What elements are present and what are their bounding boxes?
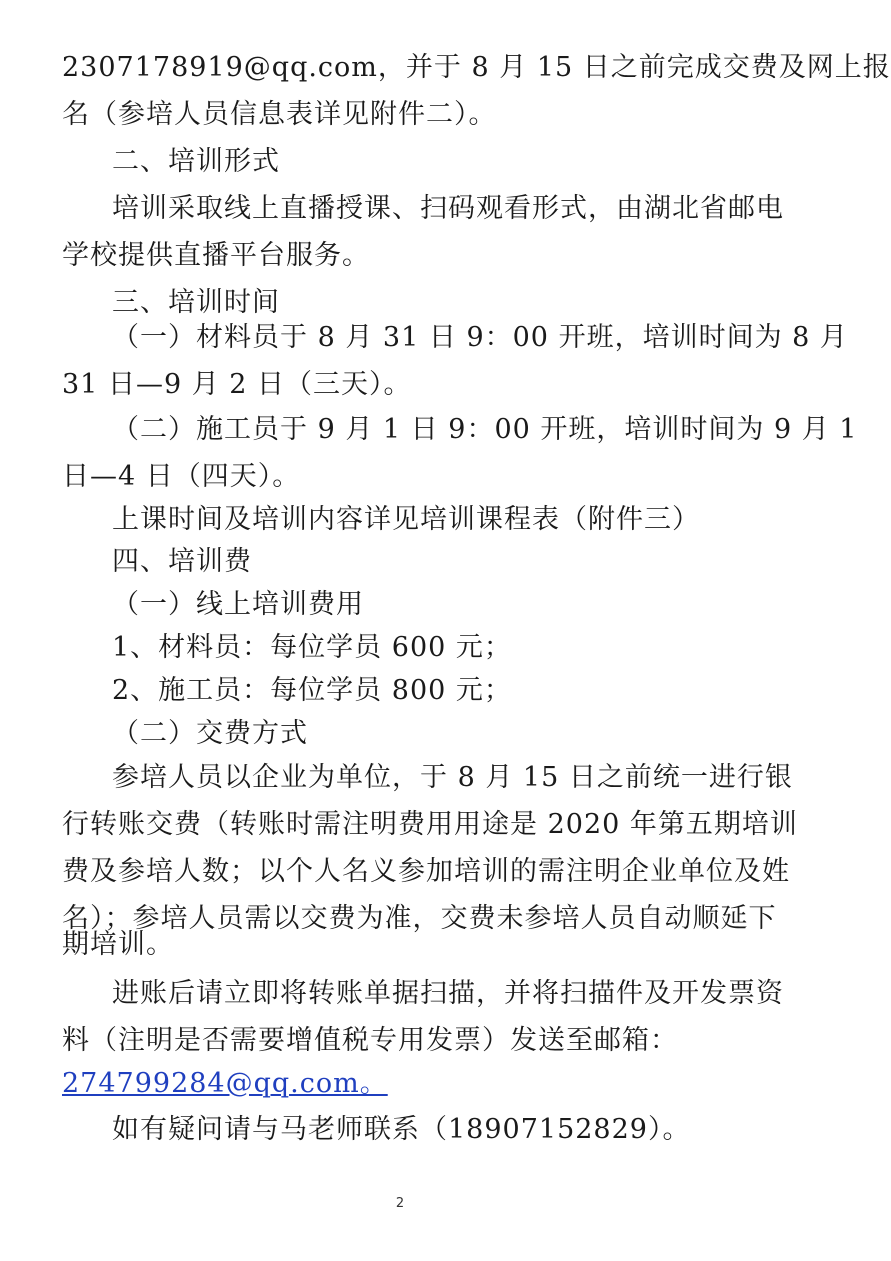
paragraph-line: 参培人员以企业为单位，于 8 月 15 日之前统一进行银 xyxy=(112,762,793,793)
paragraph-line: 名（参培人员信息表详见附件二）。 xyxy=(62,99,497,130)
email-link-text[interactable]: 274799284@qq.com。 xyxy=(62,1068,388,1099)
subsection-heading: （一）线上培训费用 xyxy=(112,589,364,620)
paragraph-line: 进账后请立即将转账单据扫描，并将扫描件及开发票资 xyxy=(112,978,784,1009)
paragraph-line: 行转账交费（转账时需注明费用用途是 2020 年第五期培训 xyxy=(62,809,798,840)
paragraph-line: 培训采取线上直播授课、扫码观看形式，由湖北省邮电 xyxy=(112,193,784,224)
paragraph-line: 如有疑问请与马老师联系（18907152829）。 xyxy=(112,1114,691,1145)
paragraph-line: 期培训。 xyxy=(62,929,174,960)
paragraph-line: 名）；参培人员需以交费为准，交费未参培人员自动顺延下 xyxy=(62,903,777,934)
list-item: 2、施工员：每位学员 800 元； xyxy=(112,675,512,706)
paragraph-line: 31 日—9 月 2 日（三天）。 xyxy=(62,369,412,400)
paragraph-line: 费及参培人数；以个人名义参加培训的需注明企业单位及姓 xyxy=(62,856,790,887)
paragraph-line: 料（注明是否需要增值税专用发票）发送至邮箱： xyxy=(62,1025,678,1056)
page-number: 2 xyxy=(395,1196,405,1211)
subsection-heading: （二）交费方式 xyxy=(112,718,308,749)
paragraph-line: （一）材料员于 8 月 31 日 9：00 开班，培训时间为 8 月 xyxy=(112,322,848,353)
paragraph-line: 日—4 日（四天）。 xyxy=(62,461,301,492)
email-link[interactable] xyxy=(62,1064,752,1104)
section-heading-training-format: 二、培训形式 xyxy=(112,146,280,177)
paragraph-line: 学校提供直播平台服务。 xyxy=(62,240,370,271)
list-item: 1、材料员：每位学员 600 元； xyxy=(112,632,512,663)
section-heading-training-time: 三、培训时间 xyxy=(112,287,280,318)
paragraph-line: 上课时间及培训内容详见培训课程表（附件三） xyxy=(112,504,700,535)
paragraph-line: 2307178919@qq.com，并于 8 月 15 日之前完成交费及网上报 xyxy=(62,52,891,83)
section-heading-training-fee: 四、培训费 xyxy=(112,546,252,577)
paragraph-line: （二）施工员于 9 月 1 日 9：00 开班，培训时间为 9 月 1 xyxy=(112,414,858,445)
